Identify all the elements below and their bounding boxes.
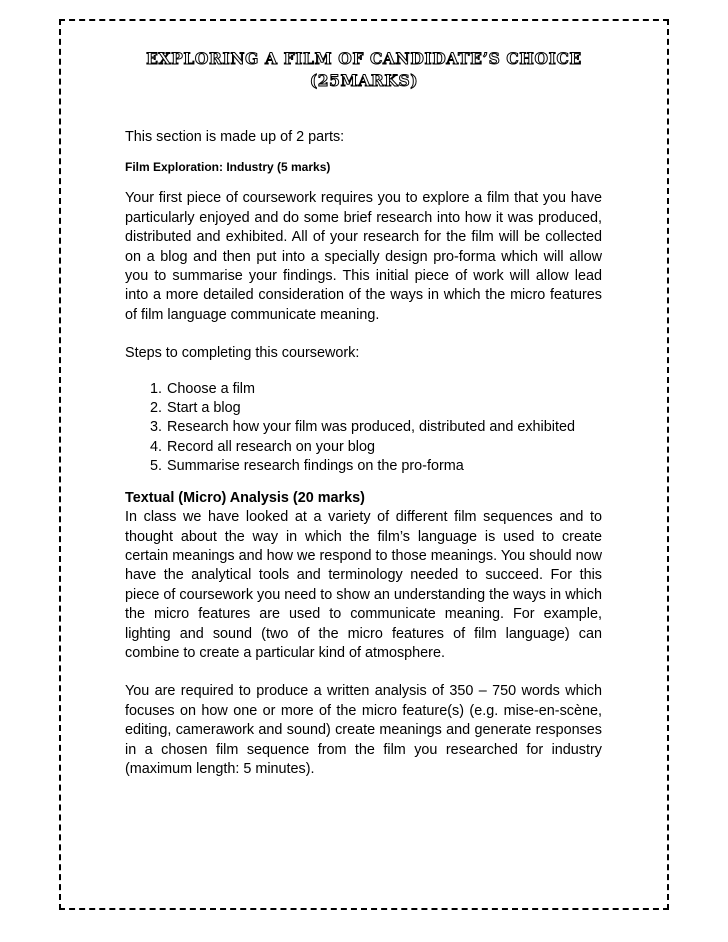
spacer bbox=[125, 663, 602, 682]
intro-text: This section is made up of 2 parts: bbox=[125, 129, 345, 145]
spacer bbox=[125, 325, 602, 344]
section-analysis-paragraph-1: In class we have looked at a variety of different film sequences and to thought about the way in which the film’s language is used to create certain meanings and how we respond to those meanings. You should now have the analytical tools and terminology needed to succeed. For this piece of coursework you need to show an understanding the ways in which the micro features are used to communicate meaning. For example, lighting and sound (two of the micro features of film language) can combine to create a particular kind of atmosphere. bbox=[125, 509, 602, 661]
title-line-2: (25MARKS) bbox=[309, 71, 419, 90]
steps-list bbox=[125, 380, 602, 477]
section-analysis-paragraph-2: You are required to produce a written analysis of 350 – 750 words which focuses on how one or more of the micro feature(s) (e.g. mise-en-scène, editing, camerawork and sound) create meanings and generate responses in a chosen film sequence from the film you researched for industry (maximum length: 5 minutes). bbox=[125, 683, 602, 777]
list-item: 5. Summarise research findings on the pro-forma bbox=[166, 457, 602, 476]
section-analysis-heading: Textual (Micro) Analysis (20 marks) bbox=[125, 489, 365, 506]
list-item: 4. Record all research on your blog bbox=[166, 438, 602, 457]
list-item: 2. Start a blog bbox=[166, 399, 602, 418]
steps-intro: Steps to completing this coursework: bbox=[125, 345, 360, 362]
list-item: 3. Research how your film was produced, distributed and exhibited bbox=[166, 418, 602, 437]
section-industry-paragraph: Your first piece of coursework requires you to explore a film that you have particularly enjoyed and do some brief research into how it was produced, distributed and exhibited. All of your research for the film will be collected on a blog and then put into a specially design pro-forma which will allow you to summarise your findings. This initial piece of work will allow lead into a more detailed consideration of the ways in which the micro features of film language communicate meaning. bbox=[125, 190, 602, 323]
document-body bbox=[125, 128, 602, 779]
document-title bbox=[124, 48, 604, 92]
title-line-1: EXPLORING A FILM OF CANDIDATE’S CHOICE bbox=[146, 49, 582, 68]
section-industry-heading: Film Exploration: Industry (5 marks) bbox=[125, 160, 331, 175]
list-item: 1. Choose a film bbox=[166, 380, 602, 399]
